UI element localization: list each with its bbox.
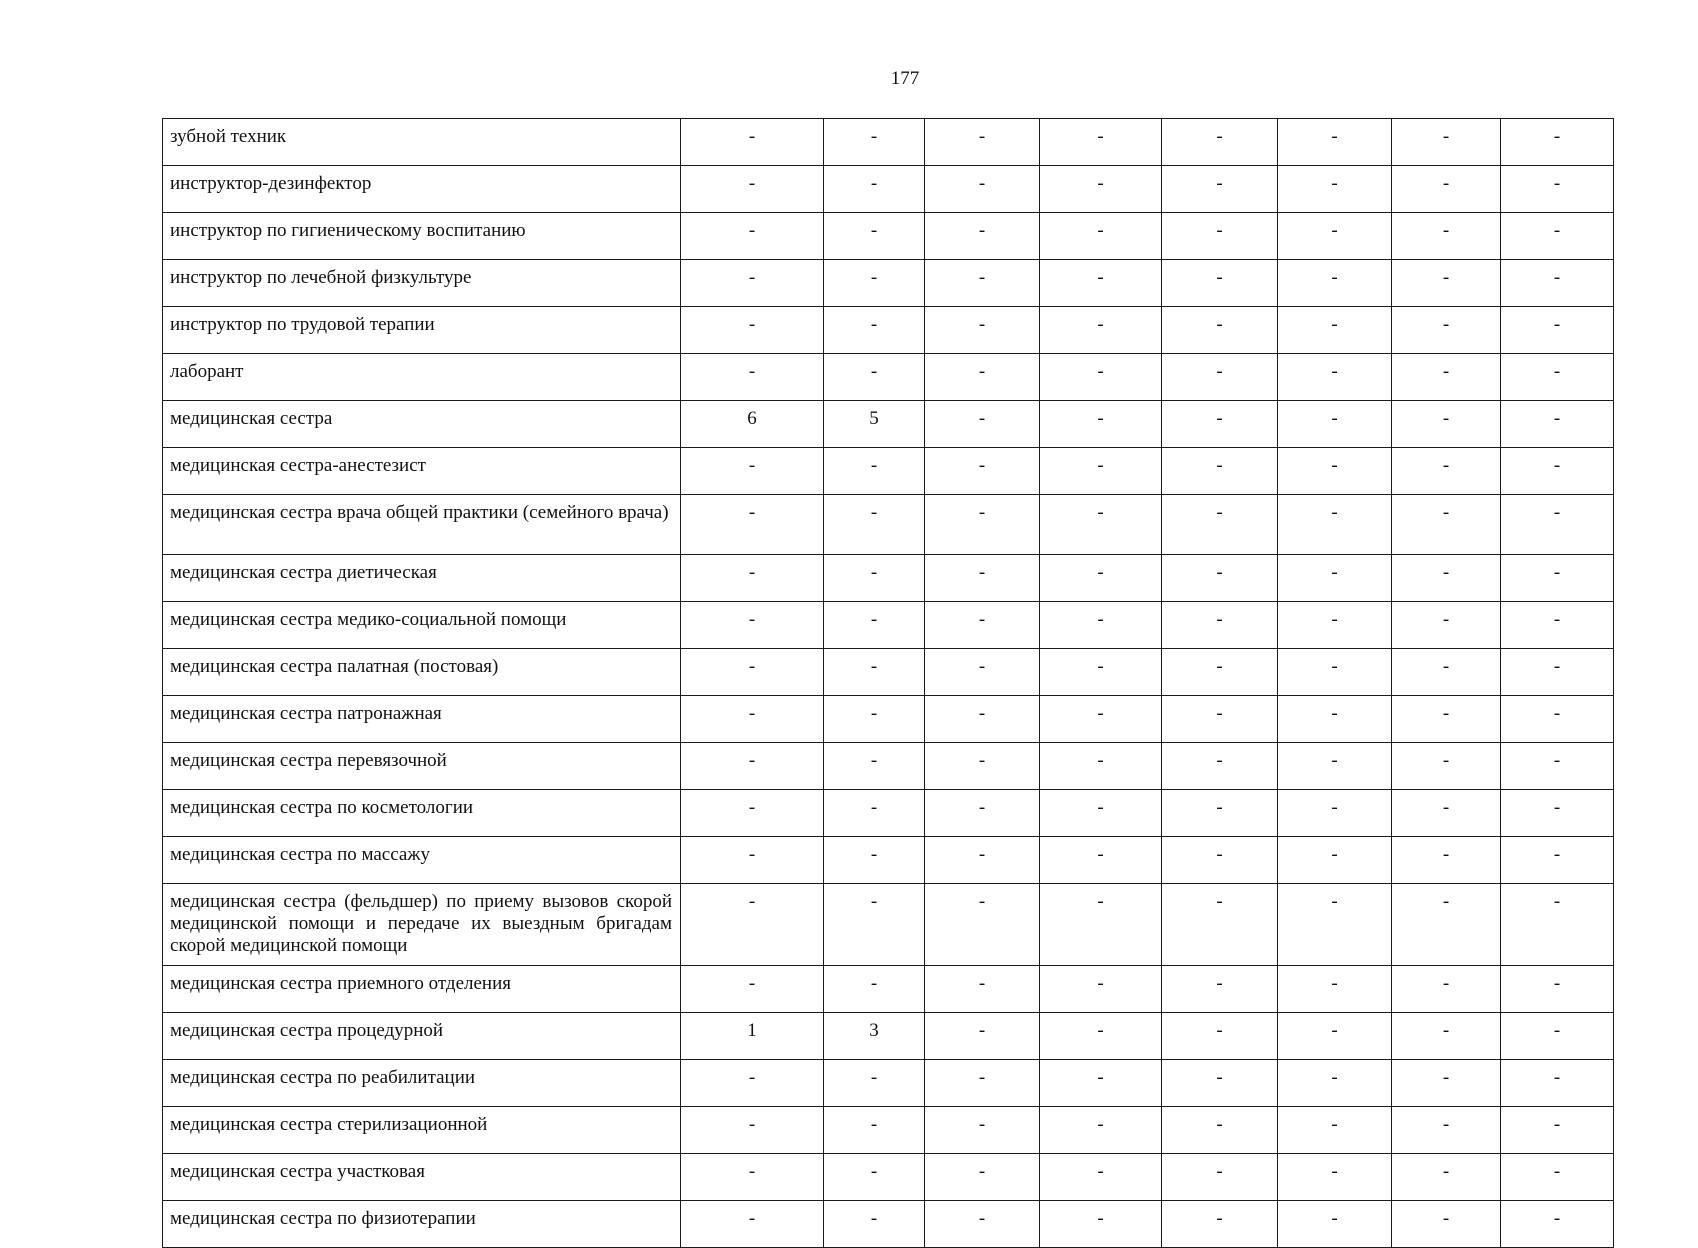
value-cell: - (1501, 1107, 1614, 1154)
value-cell: - (1392, 1154, 1501, 1201)
value-cell: - (1392, 213, 1501, 260)
value-cell: - (1501, 1154, 1614, 1201)
value-cell: - (824, 1154, 925, 1201)
value-cell: - (824, 307, 925, 354)
value-cell: - (1162, 649, 1278, 696)
position-name-cell: медицинская сестра перевязочной (163, 743, 681, 790)
value-cell: - (925, 790, 1040, 837)
value-cell: - (1392, 555, 1501, 602)
value-cell: - (824, 166, 925, 213)
table-row (163, 1107, 1614, 1154)
value-cell: - (1392, 354, 1501, 401)
value-cell: - (1278, 1013, 1392, 1060)
value-cell: - (925, 555, 1040, 602)
position-name-cell: медицинская сестра участковая (163, 1154, 681, 1201)
position-name-cell: медицинская сестра стерилизационной (163, 1107, 681, 1154)
value-cell: - (1501, 119, 1614, 166)
value-cell: - (1392, 1107, 1501, 1154)
value-cell: - (1278, 649, 1392, 696)
table-row (163, 495, 1614, 555)
table-row (163, 966, 1614, 1013)
value-cell: - (681, 213, 824, 260)
value-cell: - (925, 119, 1040, 166)
value-cell: - (1162, 448, 1278, 495)
value-cell: - (1162, 1013, 1278, 1060)
value-cell: - (681, 1201, 824, 1248)
value-cell: - (1162, 354, 1278, 401)
value-cell: - (681, 260, 824, 307)
value-cell: - (681, 119, 824, 166)
value-cell: - (824, 260, 925, 307)
position-name-cell: медицинская сестра приемного отделения (163, 966, 681, 1013)
position-name-cell: медицинская сестра процедурной (163, 1013, 681, 1060)
value-cell: - (681, 1154, 824, 1201)
table-row (163, 884, 1614, 966)
value-cell: - (1040, 743, 1162, 790)
value-cell: - (1040, 213, 1162, 260)
value-cell: - (1040, 1013, 1162, 1060)
position-name-cell: медицинская сестра по косметологии (163, 790, 681, 837)
table-row (163, 837, 1614, 884)
value-cell: - (925, 696, 1040, 743)
value-cell: - (1162, 790, 1278, 837)
value-cell: - (925, 448, 1040, 495)
table-row (163, 696, 1614, 743)
table-row (163, 1013, 1614, 1060)
value-cell: - (1162, 260, 1278, 307)
position-name-cell: медицинская сестра по физиотерапии (163, 1201, 681, 1248)
value-cell: - (1162, 119, 1278, 166)
value-cell: - (1501, 602, 1614, 649)
value-cell: - (1392, 696, 1501, 743)
value-cell: - (925, 354, 1040, 401)
value-cell: - (1162, 166, 1278, 213)
page-number: 177 (890, 68, 920, 89)
value-cell: - (1501, 1013, 1614, 1060)
value-cell: - (1501, 213, 1614, 260)
value-cell: - (824, 1201, 925, 1248)
value-cell: - (1501, 1201, 1614, 1248)
value-cell: - (1162, 743, 1278, 790)
value-cell: - (1501, 307, 1614, 354)
value-cell: 6 (681, 401, 824, 448)
value-cell: - (1162, 696, 1278, 743)
value-cell: - (1392, 1060, 1501, 1107)
position-name-cell: инструктор по лечебной физкультуре (163, 260, 681, 307)
value-cell: - (1278, 213, 1392, 260)
value-cell: - (925, 602, 1040, 649)
value-cell: - (824, 119, 925, 166)
value-cell: - (1162, 1154, 1278, 1201)
value-cell: - (1162, 1060, 1278, 1107)
value-cell: - (1040, 649, 1162, 696)
value-cell: - (1278, 307, 1392, 354)
value-cell: - (1501, 1060, 1614, 1107)
value-cell: - (1040, 966, 1162, 1013)
value-cell: - (1501, 884, 1614, 966)
value-cell: - (824, 884, 925, 966)
value-cell: - (1501, 495, 1614, 555)
value-cell: - (824, 602, 925, 649)
position-name-cell: медицинская сестра палатная (постовая) (163, 649, 681, 696)
value-cell: 5 (824, 401, 925, 448)
value-cell: - (1278, 790, 1392, 837)
value-cell: - (1392, 260, 1501, 307)
position-name-cell: инструктор-дезинфектор (163, 166, 681, 213)
table-row (163, 119, 1614, 166)
table-row (163, 401, 1614, 448)
value-cell: - (681, 884, 824, 966)
value-cell: - (1162, 1201, 1278, 1248)
value-cell: - (681, 354, 824, 401)
table-row (163, 1060, 1614, 1107)
value-cell: - (1278, 837, 1392, 884)
value-cell: - (681, 837, 824, 884)
value-cell: - (1392, 649, 1501, 696)
value-cell: - (1392, 1013, 1501, 1060)
value-cell: - (1392, 790, 1501, 837)
value-cell: - (681, 1060, 824, 1107)
table-row (163, 649, 1614, 696)
value-cell: - (1162, 401, 1278, 448)
value-cell: - (925, 213, 1040, 260)
table-row (163, 354, 1614, 401)
value-cell: - (1392, 119, 1501, 166)
value-cell: - (1392, 966, 1501, 1013)
value-cell: - (1040, 1060, 1162, 1107)
table-row (163, 260, 1614, 307)
value-cell: - (925, 166, 1040, 213)
value-cell: - (1501, 260, 1614, 307)
value-cell: - (1040, 884, 1162, 966)
value-cell: - (1392, 448, 1501, 495)
value-cell: - (1040, 260, 1162, 307)
value-cell: - (1162, 1107, 1278, 1154)
value-cell: - (1162, 884, 1278, 966)
value-cell: - (1040, 307, 1162, 354)
table-row (163, 790, 1614, 837)
value-cell: - (1278, 1154, 1392, 1201)
value-cell: - (824, 213, 925, 260)
value-cell: 3 (824, 1013, 925, 1060)
value-cell: - (1278, 166, 1392, 213)
position-name-cell: медицинская сестра патронажная (163, 696, 681, 743)
value-cell: - (925, 260, 1040, 307)
value-cell: - (1278, 743, 1392, 790)
value-cell: - (1392, 307, 1501, 354)
value-cell: - (1501, 354, 1614, 401)
value-cell: - (1392, 743, 1501, 790)
value-cell: - (681, 743, 824, 790)
value-cell: - (1162, 966, 1278, 1013)
value-cell: - (1278, 1107, 1392, 1154)
position-name-cell: медицинская сестра (фельдшер) по приему вызовов скорой медицинской помощи и передаче их выездным бригадам скорой медицинской помощи (163, 884, 681, 966)
value-cell: - (925, 1107, 1040, 1154)
value-cell: - (1392, 495, 1501, 555)
position-name-cell: медицинская сестра диетическая (163, 555, 681, 602)
value-cell: - (1040, 790, 1162, 837)
value-cell: 1 (681, 1013, 824, 1060)
value-cell: - (681, 966, 824, 1013)
value-cell: - (1040, 1154, 1162, 1201)
value-cell: - (1501, 837, 1614, 884)
value-cell: - (1162, 495, 1278, 555)
value-cell: - (824, 1060, 925, 1107)
value-cell: - (824, 354, 925, 401)
value-cell: - (824, 555, 925, 602)
value-cell: - (824, 966, 925, 1013)
table-row (163, 555, 1614, 602)
value-cell: - (1040, 166, 1162, 213)
value-cell: - (1501, 401, 1614, 448)
value-cell: - (1392, 166, 1501, 213)
value-cell: - (681, 307, 824, 354)
position-name-cell: медицинская сестра по реабилитации (163, 1060, 681, 1107)
position-name-cell: медицинская сестра по массажу (163, 837, 681, 884)
position-name-cell: медицинская сестра-анестезист (163, 448, 681, 495)
value-cell: - (1501, 166, 1614, 213)
value-cell: - (824, 1107, 925, 1154)
value-cell: - (1040, 696, 1162, 743)
value-cell: - (1278, 448, 1392, 495)
value-cell: - (1392, 602, 1501, 649)
value-cell: - (681, 1107, 824, 1154)
value-cell: - (1278, 696, 1392, 743)
value-cell: - (681, 696, 824, 743)
value-cell: - (1162, 602, 1278, 649)
value-cell: - (925, 966, 1040, 1013)
value-cell: - (925, 1060, 1040, 1107)
position-name-cell: инструктор по трудовой терапии (163, 307, 681, 354)
value-cell: - (1278, 401, 1392, 448)
value-cell: - (1162, 555, 1278, 602)
value-cell: - (1501, 966, 1614, 1013)
value-cell: - (824, 837, 925, 884)
value-cell: - (1040, 354, 1162, 401)
value-cell: - (1040, 555, 1162, 602)
value-cell: - (1278, 555, 1392, 602)
value-cell: - (1501, 448, 1614, 495)
value-cell: - (1501, 743, 1614, 790)
value-cell: - (1501, 696, 1614, 743)
value-cell: - (1392, 1201, 1501, 1248)
position-name-cell: медицинская сестра медико-социальной помощи (163, 602, 681, 649)
value-cell: - (925, 884, 1040, 966)
value-cell: - (1040, 119, 1162, 166)
value-cell: - (1278, 602, 1392, 649)
value-cell: - (1162, 307, 1278, 354)
value-cell: - (681, 495, 824, 555)
table-row (163, 1154, 1614, 1201)
table-row (163, 213, 1614, 260)
value-cell: - (1040, 495, 1162, 555)
value-cell: - (925, 495, 1040, 555)
value-cell: - (1162, 837, 1278, 884)
value-cell: - (925, 1201, 1040, 1248)
position-name-cell: зубной техник (163, 119, 681, 166)
value-cell: - (1278, 884, 1392, 966)
value-cell: - (1501, 555, 1614, 602)
value-cell: - (1040, 1107, 1162, 1154)
value-cell: - (925, 401, 1040, 448)
value-cell: - (681, 790, 824, 837)
value-cell: - (1162, 213, 1278, 260)
position-name-cell: медицинская сестра врача общей практики (семейного врача) (163, 495, 681, 555)
value-cell: - (824, 790, 925, 837)
value-cell: - (1040, 448, 1162, 495)
value-cell: - (1278, 260, 1392, 307)
position-name-cell: лаборант (163, 354, 681, 401)
value-cell: - (1278, 966, 1392, 1013)
value-cell: - (824, 743, 925, 790)
staffing-table (162, 118, 1614, 1248)
value-cell: - (824, 696, 925, 743)
value-cell: - (681, 166, 824, 213)
table-row (163, 448, 1614, 495)
value-cell: - (1278, 354, 1392, 401)
value-cell: - (925, 1154, 1040, 1201)
position-name-cell: медицинская сестра (163, 401, 681, 448)
table-row (163, 602, 1614, 649)
table-row (163, 743, 1614, 790)
value-cell: - (1278, 119, 1392, 166)
value-cell: - (824, 448, 925, 495)
value-cell: - (1392, 837, 1501, 884)
table-row (163, 166, 1614, 213)
value-cell: - (1278, 495, 1392, 555)
value-cell: - (1040, 401, 1162, 448)
value-cell: - (1278, 1060, 1392, 1107)
value-cell: - (1501, 790, 1614, 837)
value-cell: - (1501, 649, 1614, 696)
value-cell: - (1392, 401, 1501, 448)
value-cell: - (1040, 602, 1162, 649)
value-cell: - (1040, 837, 1162, 884)
value-cell: - (681, 602, 824, 649)
value-cell: - (1278, 1201, 1392, 1248)
value-cell: - (824, 495, 925, 555)
value-cell: - (925, 1013, 1040, 1060)
value-cell: - (925, 743, 1040, 790)
value-cell: - (1040, 1201, 1162, 1248)
table-row (163, 1201, 1614, 1248)
value-cell: - (681, 649, 824, 696)
position-name-cell: инструктор по гигиеническому воспитанию (163, 213, 681, 260)
value-cell: - (925, 837, 1040, 884)
value-cell: - (681, 448, 824, 495)
value-cell: - (824, 649, 925, 696)
value-cell: - (925, 649, 1040, 696)
value-cell: - (681, 555, 824, 602)
value-cell: - (925, 307, 1040, 354)
table-row (163, 307, 1614, 354)
value-cell: - (1392, 884, 1501, 966)
